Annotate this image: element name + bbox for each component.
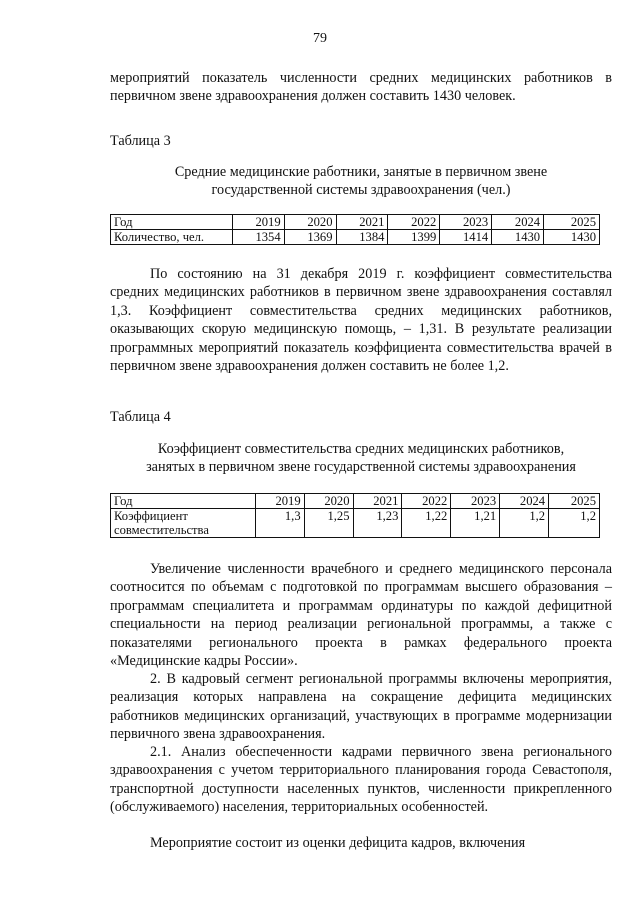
table4-title bbox=[110, 440, 612, 477]
table3-cell: 1430 bbox=[492, 230, 544, 245]
table4-cell: 1,2 bbox=[549, 509, 600, 538]
table3-title bbox=[110, 163, 612, 200]
table4-cell: 1,21 bbox=[451, 509, 500, 538]
table3-header-cell: 2019 bbox=[232, 215, 284, 230]
table3-cell: 1369 bbox=[284, 230, 336, 245]
table4-title-line2: занятых в первичном звене государственной системы здравоохранения bbox=[146, 459, 576, 476]
paragraph-section-2-1: 2.1. Анализ обеспеченности кадрами первичного звена регионального здравоохранения с учетом территориального планирования города Севастополя, транспортной доступности населенных пунктов, численности прикрепленного (обслуживаемого) населения, территориальных особенностей. bbox=[110, 744, 612, 816]
paragraph-coefficient: По состоянию на 31 декабря 2019 г. коэффициент совместительства средних медицинских работников в первичном звене здравоохранения составлял 1,3. Коэффициент совместительства средних медицинских работников, оказывающих скорую медицинскую помощь, – 1,31. В результате реализации программных мероприятий показатель коэффициента совместительства врачей в первичном звене здравоохранения должен составить не более 1,2. bbox=[110, 266, 612, 375]
table3-data-row bbox=[111, 230, 600, 245]
table4-row-label bbox=[111, 509, 256, 538]
table3-title-line2: государственной системы здравоохранения (чел.) bbox=[211, 182, 511, 199]
table3-header-cell: Год bbox=[111, 215, 233, 230]
table3-header-cell: 2022 bbox=[388, 215, 440, 230]
paragraph-section-2: 2. В кадровый сегмент региональной программы включены мероприятия, реализация которых направлена на сокращение дефицита медицинских работников медицинских организаций, участвующих в программе модернизации первичного звена здравоохранения. bbox=[110, 671, 612, 743]
table4-row-label-line1: Коэффициент bbox=[114, 509, 188, 523]
table3-header-cell: 2025 bbox=[544, 215, 600, 230]
table3 bbox=[110, 214, 600, 245]
paragraph-staffing: Увеличение численности врачебного и среднего медицинского персонала соотносится по объемам с подготовкой по программам высшего образования – программам специалитета и программам ординатуры по каждой дефицитной специальности на период реализации региональной программы, а также с показателями регионального проекта в рамках федерального проекта «Медицинские кадры России». bbox=[110, 561, 612, 670]
table4-row-label-line2: совместительства bbox=[114, 523, 209, 537]
table3-cell: 1414 bbox=[440, 230, 492, 245]
table3-header-cell: 2024 bbox=[492, 215, 544, 230]
table4-header-row bbox=[111, 494, 600, 509]
table4-header-cell: 2025 bbox=[549, 494, 600, 509]
table4-header-cell: 2019 bbox=[255, 494, 304, 509]
table3-header-cell: 2020 bbox=[284, 215, 336, 230]
table4-data-row bbox=[111, 509, 600, 538]
table4-cell: 1,22 bbox=[402, 509, 451, 538]
table4-header-cell: 2024 bbox=[500, 494, 549, 509]
table3-header-cell: 2023 bbox=[440, 215, 492, 230]
table4-header-cell: 2023 bbox=[451, 494, 500, 509]
table3-cell: 1354 bbox=[232, 230, 284, 245]
table3-title-line1: Средние медицинские работники, занятые в первичном звене bbox=[174, 164, 548, 180]
table4-header-cell: 2020 bbox=[304, 494, 353, 509]
table3-cell: 1430 bbox=[544, 230, 600, 245]
table4-title-line1: Коэффициент совместительства средних медицинских работников, bbox=[157, 441, 565, 457]
table3-header-row bbox=[111, 215, 600, 230]
table3-label: Таблица 3 bbox=[110, 133, 171, 149]
paragraph-measure: Мероприятие состоит из оценки дефицита кадров, включения bbox=[150, 835, 526, 851]
table4-cell: 1,25 bbox=[304, 509, 353, 538]
table3-header-cell: 2021 bbox=[336, 215, 388, 230]
table4-header-cell: 2021 bbox=[353, 494, 402, 509]
paragraph-intro: мероприятий показатель численности средних медицинских работников в первичном звене здравоохранения должен составить 1430 человек. bbox=[110, 70, 612, 105]
table3-cell: 1384 bbox=[336, 230, 388, 245]
page-number: 79 bbox=[313, 31, 327, 46]
table4-header-cell: 2022 bbox=[402, 494, 451, 509]
table4-cell: 1,23 bbox=[353, 509, 402, 538]
table4-cell: 1,2 bbox=[500, 509, 549, 538]
table4-header-cell: Год bbox=[111, 494, 256, 509]
table3-cell: 1399 bbox=[388, 230, 440, 245]
table4-cell: 1,3 bbox=[255, 509, 304, 538]
table3-row-label: Количество, чел. bbox=[111, 230, 233, 245]
table4 bbox=[110, 493, 600, 538]
table4-label: Таблица 4 bbox=[110, 409, 171, 425]
